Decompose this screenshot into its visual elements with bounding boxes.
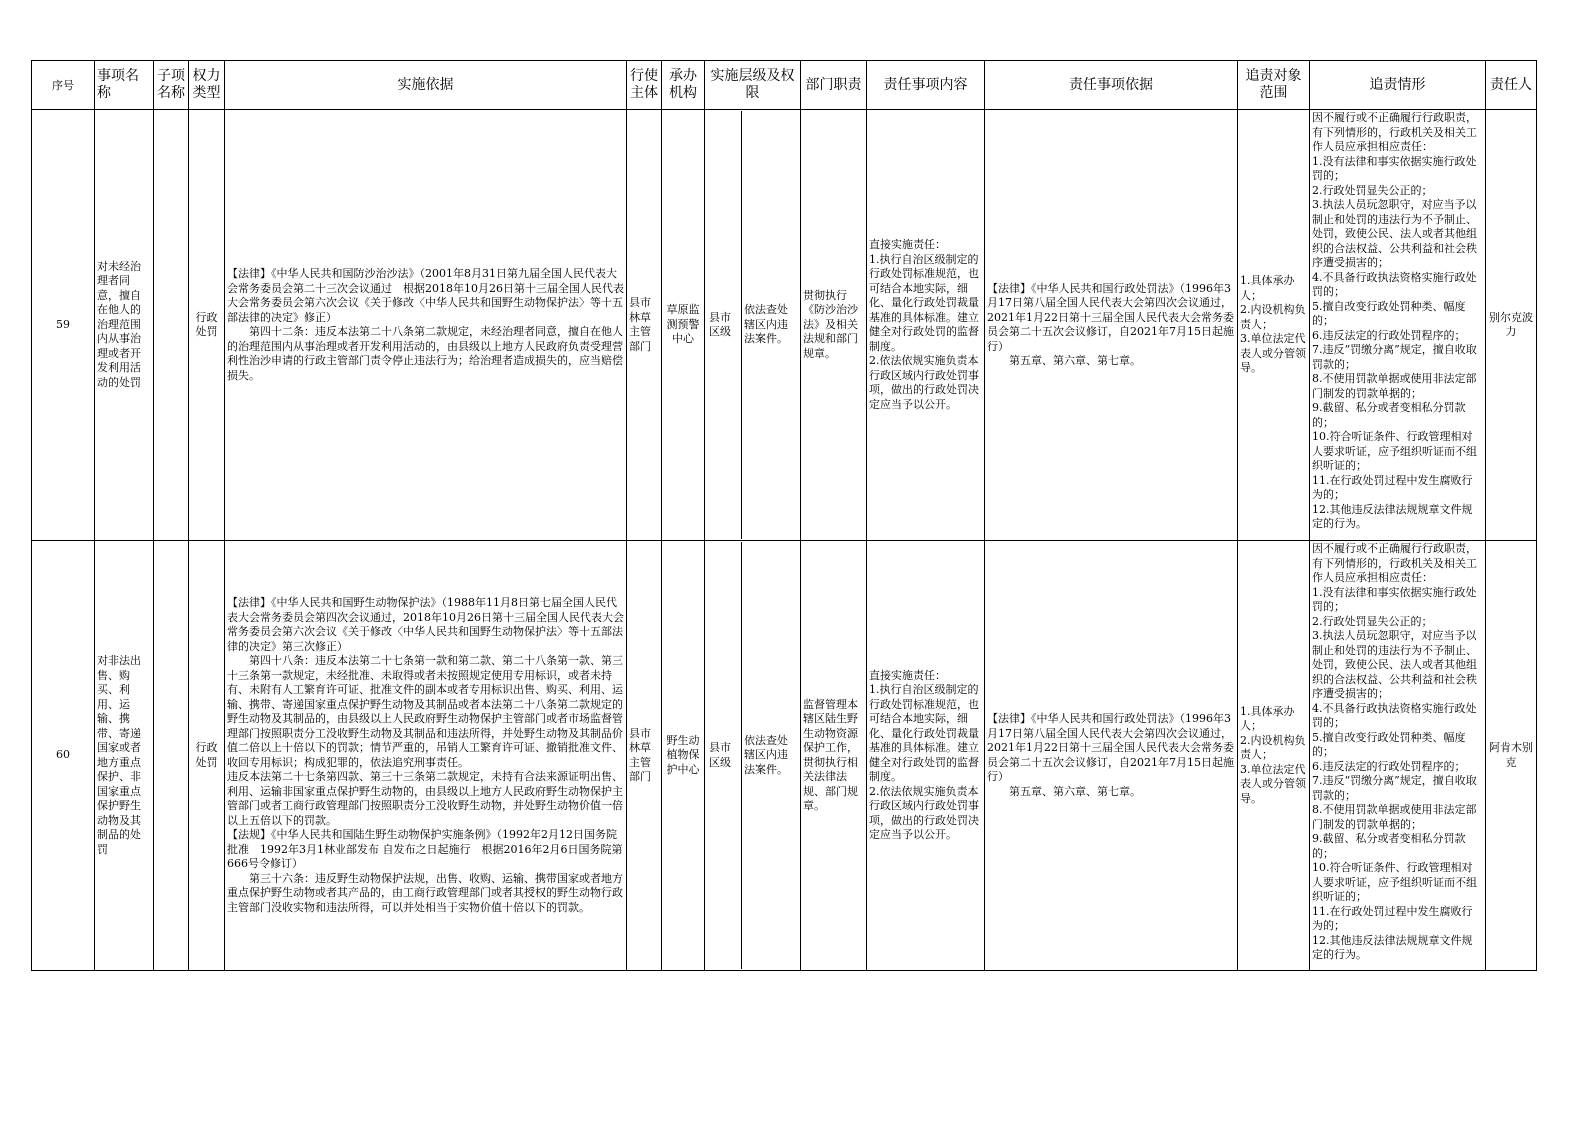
cell-level bbox=[705, 541, 801, 971]
cell-power-type: 行政处罚 bbox=[189, 541, 225, 971]
cell-dept-duty: 贯彻执行《防沙治沙法》及相关法规和部门规章。 bbox=[801, 110, 867, 541]
cell-level-tier: 县市区级 bbox=[707, 542, 742, 969]
cell-responsible-person: 别尔克波力 bbox=[1486, 110, 1537, 541]
cell-seq: 59 bbox=[32, 110, 95, 541]
power-list-table bbox=[31, 60, 1537, 971]
cell-agency: 草原监测预警中心 bbox=[662, 110, 705, 541]
cell-dept-duty: 监督管理本辖区陆生野生动物资源保护工作，贯彻执行相关法律法规、部门规章。 bbox=[801, 541, 867, 971]
header-dept-duty: 部门职责 bbox=[801, 61, 867, 110]
cell-level-scope: 依法查处辖区内违法案件。 bbox=[744, 733, 788, 776]
header-sub-item: 子项名称 bbox=[154, 61, 189, 110]
header-power-type: 权力类型 bbox=[189, 61, 225, 110]
header-accountability: 追责情形 bbox=[1310, 61, 1486, 110]
cell-level bbox=[705, 110, 801, 541]
header-resp-basis: 责任事项依据 bbox=[985, 61, 1238, 110]
header-level: 实施层级及权限 bbox=[705, 61, 801, 110]
header-item-name: 事项名称 bbox=[95, 61, 154, 110]
cell-level-scope: 依法查处辖区内违法案件。 bbox=[744, 303, 788, 346]
header-seq: 序号 bbox=[32, 61, 95, 110]
cell-resp-content: 直接实施责任： 1.执行自治区级制定的行政处罚标准规范，也可结合本地实际，细化、量化行政处罚裁量基准的具体标准。建立健全对行政处罚的监督制度。 2.依法依规实施负责本行政区域内行政处罚事项，做出的行政处罚决定应当予以公开。 bbox=[867, 541, 985, 971]
table-header-row bbox=[32, 61, 1537, 110]
header-responsible-person: 责任人 bbox=[1486, 61, 1537, 110]
cell-basis: 【法律】《中华人民共和国防沙治沙法》（2001年8月31日第九届全国人民代表大会常务委员会第二十三次会议通过 根据2018年10月26日第十三届全国人民代表大会常务委员会第六次会议《关于修改〈中华人民共和国野生动物保护法〉等十五部法律的决定》修正） 第四十二条：违反本法第二十八条第二款规定，未经治理者同意，擅自在他人的治理范围内从事治理或者开发利用活动的，由县级以上地方人民政府负责受理营利性治沙申请的行政主管部门责令停止违法行为；给治理者造成损失的，应当赔偿损失。 bbox=[225, 110, 627, 541]
cell-resp-content: 直接实施责任： 1.执行自治区级制定的行政处罚标准规范，也可结合本地实际，细化、量化行政处罚裁量基准的具体标准。建立健全对行政处罚的监督制度。 2.依法依规实施负责本行政区域内行政处罚事项，做出的行政处罚决定应当予以公开。 bbox=[867, 110, 985, 541]
cell-sub-item bbox=[154, 110, 189, 541]
cell-item-name: 对非法出售、购买、利用、运输、携带、寄递国家或者地方重点保护、非国家重点保护野生动物及其制品的处罚 bbox=[95, 541, 154, 971]
cell-accountable-scope: 1.具体承办人； 2.内设机构负责人； 3.单位法定代表人或分管领导。 bbox=[1238, 541, 1310, 971]
cell-basis: 【法律】《中华人民共和国野生动物保护法》（1988年11月8日第七届全国人民代表大会常务委员会第四次会议通过，2018年10月26日第十三届全国人民代表大会常务委员会第六次会议《关于修改〈中华人民共和国野生动物保护法〉等十五部法律的决定》第三次修正） 第四十八条：违反本法第二十七条第一款和第二款、第二十八条第一款、第三十三条第一款规定，未经批准、未取得或者未按照规定使用专用标识，或者未持有、未附有人工繁育许可证、批准文件的副本或者专用标识出售、购买、利用、运输、携带、寄递国家重点保护野生动物及其制品或者本法第二十八条第二款规定的野生动物及其制品的，由县级以上人民政府野生动物保护主管部门或者市场监督管理部门按照职责分工没收野生动物及其制品和违法所得，并处野生动物及其制品价值二倍以上十倍以下的罚款；情节严重的，吊销人工繁育许可证、撤销批准文件、收回专用标识；构成犯罪的，依法追究刑事责任。 违反本法第二十七条第四款、第三十三条第二款规定，未持有合法来源证明出售、利用、运输非国家重点保护野生动物的，由县级以上地方人民政府野生动物保护主管部门或者工商行政管理部门按照职责分工没收野生动物，并处野生动物价值一倍以上五倍以下的罚款。 【法规】《中华人民共和国陆生野生动物保护实施条例》（1992年2月12日国务院批准 1992年3月1林业部发布 自发布之日起施行 根据2016年2月6日国务院第666号令修订） 第三十六条：违反野生动物保护法规，出售、收购、运输、携带国家或者地方重点保护野生动物或者其产品的，由工商行政管理部门或者其授权的野生动物行政主管部门没收实物和违法所得，可以并处相当于实物价值十倍以下的罚款。 bbox=[225, 541, 627, 971]
table-row bbox=[32, 110, 1537, 541]
table-row bbox=[32, 541, 1537, 971]
cell-subject: 县市林草主管部门 bbox=[627, 110, 662, 541]
cell-resp-basis: 【法律】《中华人民共和国行政处罚法》（1996年3月17日第八届全国人民代表大会第四次会议通过，2021年1月22日第十三届全国人民代表大会常务委员会第二十五次会议修订，自2021年7月15日起施行） 第五章、第六章、第七章。 bbox=[985, 541, 1238, 971]
header-subject: 行使主体 bbox=[627, 61, 662, 110]
cell-power-type: 行政处罚 bbox=[189, 110, 225, 541]
cell-accountability: 因不履行或不正确履行行政职责，有下列情形的，行政机关及相关工作人员应承担相应责任： 1.没有法律和事实依据实施行政处罚的； 2.行政处罚显失公正的； 3.执法人员玩忽职守，对应当予以制止和处罚的违法行为不予制止、处罚，致使公民、法人或者其他组织的合法权益、公共利益和社会秩序遭受损害的； 4.不具备行政执法资格实施行政处罚的； 5.擅自改变行政处罚种类、幅度的； 6.违反法定的行政处罚程序的； 7.违反“罚缴分离”规定，擅自收取罚款的； 8.不使用罚款单据或使用非法定部门制发的罚款单据的； 9.截留、私分或者变相私分罚款的； 10.符合听证条件、行政管理相对人要求听证，应予组织听证而不组织听证的； 11.在行政处罚过程中发生腐败行为的； 12.其他违反法律法规规章文件规定的行为。 bbox=[1310, 541, 1486, 971]
header-resp-content: 责任事项内容 bbox=[867, 61, 985, 110]
cell-seq: 60 bbox=[32, 541, 95, 971]
cell-item-name: 对未经治理者同意，擅自在他人的治理范围内从事治理或者开发利用活动的处罚 bbox=[95, 110, 154, 541]
cell-resp-basis: 【法律】《中华人民共和国行政处罚法》（1996年3月17日第八届全国人民代表大会第四次会议通过，2021年1月22日第十三届全国人民代表大会常务委员会第二十五次会议修订，自2021年7月15日起施行） 第五章、第六章、第七章。 bbox=[985, 110, 1238, 541]
header-agency: 承办机构 bbox=[662, 61, 705, 110]
cell-accountability: 因不履行或不正确履行行政职责，有下列情形的，行政机关及相关工作人员应承担相应责任： 1.没有法律和事实依据实施行政处罚的； 2.行政处罚显失公正的； 3.执法人员玩忽职守，对应当予以制止和处罚的违法行为不予制止、处罚，致使公民、法人或者其他组织的合法权益、公共利益和社会秩序遭受损害的； 4.不具备行政执法资格实施行政处罚的； 5.擅自改变行政处罚种类、幅度的； 6.违反法定的行政处罚程序的； 7.违反“罚缴分离”规定，擅自收取罚款的； 8.不使用罚款单据或使用非法定部门制发的罚款单据的； 9.截留、私分或者变相私分罚款的； 10.符合听证条件、行政管理相对人要求听证，应予组织听证而不组织听证的； 11.在行政处罚过程中发生腐败行为的； 12.其他违反法律法规规章文件规定的行为。 bbox=[1310, 110, 1486, 541]
header-basis: 实施依据 bbox=[225, 61, 627, 110]
cell-responsible-person: 阿肯木别克 bbox=[1486, 541, 1537, 971]
cell-subject: 县市林草主管部门 bbox=[627, 541, 662, 971]
cell-agency: 野生动植物保护中心 bbox=[662, 541, 705, 971]
cell-sub-item bbox=[154, 541, 189, 971]
cell-accountable-scope: 1.具体承办人； 2.内设机构负责人； 3.单位法定代表人或分管领导。 bbox=[1238, 110, 1310, 541]
cell-level-tier: 县市区级 bbox=[707, 111, 742, 539]
header-accountable-scope: 追责对象范围 bbox=[1238, 61, 1310, 110]
